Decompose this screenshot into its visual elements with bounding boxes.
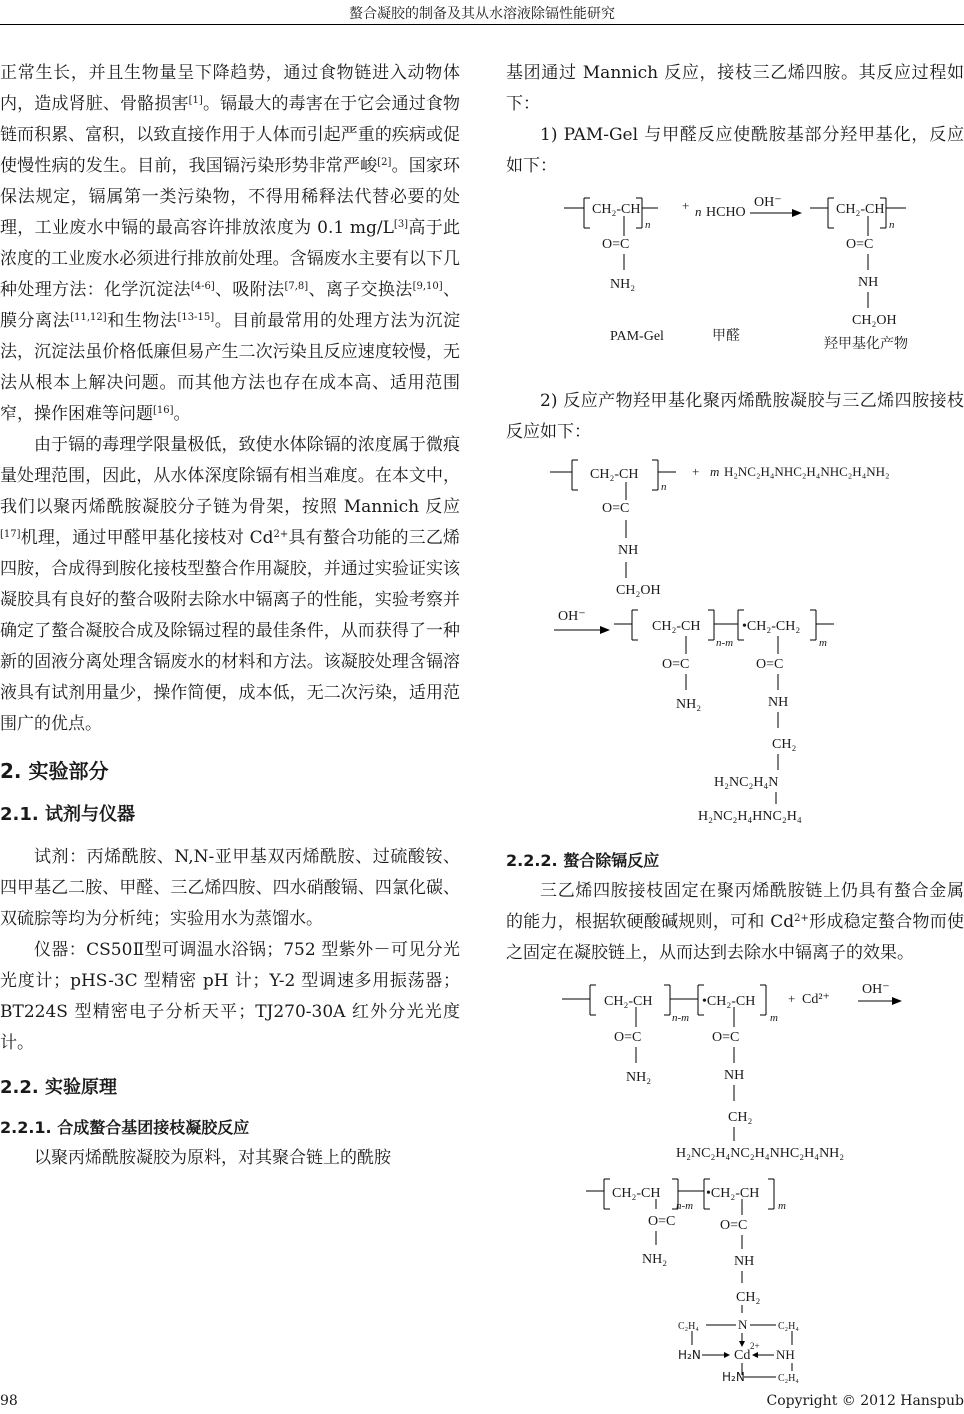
svg-text:CH₂: CH₂ [772,737,797,752]
reagents-paragraph: 试剂：丙烯酰胺、N,N-亚甲基双丙烯酰胺、过硫酸铵、四甲基乙二胺、甲醛、三乙烯四胺、四水硝酸镉、四氯化碳、双硫腙等均为分析纯；实验用水为蒸馏水。 [0,847,460,929]
svg-text:NH: NH [724,1068,745,1083]
svg-text:2+: 2+ [750,1341,760,1351]
svg-text:+: + [682,198,690,213]
right-column [506,58,964,1383]
svg-text:NH₂: NH₂ [610,277,636,292]
svg-text:H₂NC₂H₄HNC₂H₄: H₂NC₂H₄HNC₂H₄ [698,809,802,824]
svg-text:O=C: O=C [756,657,784,672]
svg-text:n: n [645,219,651,231]
svg-text:CH₂-CH: CH₂-CH [836,202,885,217]
label-formaldehyde: 甲醛 [712,328,740,344]
right-paragraph-3: 2) 反应产物羟甲基化聚丙烯酰胺凝胶与三乙烯四胺接枝反应如下： [506,391,964,442]
left-paragraph-2: 由于镉的毒理学限量极低，致使水体除镉的浓度属于微痕量处理范围，因此，从水体深度除镉有相当难度。在本文中，我们以聚丙烯酰胺凝胶分子链为骨架，按照 Mannich 反应[17]机理，通过甲醛甲基化接枝对 $Cd^{2+}$具有螯合功能的三乙烯四胺，合成得到胺化接枝型螯合作用凝胶，并通过实验证实该凝胶具有良好的螯合吸附去除水中镉离子的性能，实验考察并确定了螯合凝胶合成及除镉过程的最佳条件，从而获得了一种新的固液分离处理含镉废水的材料和方法。该凝胶处理含镉溶液具有试剂用量少，操作简便，成本低，无二次污染，适用范围广的优点。 [0,435,461,734]
left-paragraph-1: 正常生长，并且生物量呈下降趋势，通过食物链进入动物体内，造成肾脏、骨骼损害[1]。镉最大的毒害在于它会通过食物链而积累、富积，以致直接作用于人体而引起严重的疾病或促使慢性病的发生。目前，我国镉污染形势非常严峻[2]。国家环保法规定，镉属第一类污染物，不得用稀释法代替必要的处理，工业废水中镉的最高容许排放浓度为 0.1 mg/L[3]高于此浓度的工业废水必须进行排放前处理。含镉废水主要有以下几种处理方法：化学沉淀法[4-6]、吸附法[7,8]、离子交换法[9,10]、膜分离法[11,12]和生物法[13-15]。目前最常用的处理方法为沉淀法，沉淀法虽价格低廉但易产生二次污染且反应速度较慢，无法从根本上解决问题。而其他方法也存在成本高、适用范围窄，操作困难等问题[16]。 [0,63,461,424]
copyright: Copyright © 2012 Hanspub [766,1393,964,1409]
section-2-2-heading: 2.2. 实验原理 [0,1077,117,1098]
hydroxymethyl-reactant-structure [550,460,676,598]
svg-text:CH₂OH: CH₂OH [616,583,661,598]
reaction-arrow [600,626,610,634]
svg-text:C₂H₄: C₂H₄ [678,1321,699,1332]
hydroxymethyl-product-structure [810,198,906,328]
svg-text:NH₂: NH₂ [642,1252,668,1267]
right-paragraph-1: 基团通过 Mannich 反应，接枝三乙烯四胺。其反应过程如下： [506,63,964,114]
section-2-2-2-heading: 2.2.2. 螯合除镉反应 [506,851,660,870]
svg-text:+: + [692,464,700,479]
svg-text:m: m [710,464,720,479]
label-pam-gel: PAM-Gel [610,329,664,344]
svg-text:NH: NH [776,1347,795,1362]
reaction-scheme-1 [506,196,964,368]
svg-text:n-m: n-m [672,1012,690,1024]
running-header: 螯合凝胶的制备及其从水溶液除镉性能研究 [349,6,615,22]
cadmium-ion: Cd²⁺ [802,992,830,1007]
svg-text:H₂NC₂H₄NC₂H₄NHC₂H₄NH₂: H₂NC₂H₄NC₂H₄NHC₂H₄NH₂ [676,1146,845,1161]
pam-ch2ch: CH₂-CH [592,202,641,217]
right-paragraph-4: 三乙烯四胺接枝固定在聚丙烯酰胺链上仍具有螯合金属的能力，根据软硬酸碱规则，可和 $Cd^{2+}$形成稳定螯合物而使之固定在凝胶链上，从而达到去除水中镉离子的效果。 [506,881,964,963]
svg-text:•CH₂-CH: •CH₂-CH [702,994,756,1009]
triethylenetetramine-formula: H₂NC₂H₄NHC₂H₄NHC₂H₄NH₂ [724,464,890,479]
svg-text:CH₂: CH₂ [728,1110,753,1125]
svg-text:NH: NH [734,1254,755,1269]
section-2-2-1-heading: 2.2.1. 合成螯合基团接枝凝胶反应 [0,1118,250,1137]
svg-text:O=C: O=C [720,1218,748,1233]
grafted-product-structure [614,610,834,824]
svg-text:NH₂: NH₂ [676,697,702,712]
svg-text:+: + [788,991,796,1006]
svg-text:NH: NH [618,543,639,558]
pam-gel-structure [564,198,658,292]
svg-text:CH₂: CH₂ [736,1290,761,1305]
formaldehyde-formula: HCHO [706,205,746,220]
svg-text:N: N [738,1317,748,1332]
svg-text:n-m: n-m [676,1200,694,1212]
svg-text:n-m: n-m [716,637,734,649]
svg-text:O=C: O=C [712,1030,740,1045]
svg-text:m: m [778,1200,786,1212]
svg-text:H₂N: H₂N [722,1370,745,1383]
section-2-1-heading: 2.1. 试剂与仪器 [0,804,135,825]
svg-text:O=C: O=C [846,237,874,252]
catalyst-label: OH⁻ [558,609,586,624]
svg-text:C₂H₄: C₂H₄ [778,1373,799,1383]
svg-text:O=C: O=C [602,501,630,516]
svg-text:CH₂-CH: CH₂-CH [652,619,701,634]
svg-text:•CH₂-CH: •CH₂-CH [706,1186,760,1201]
svg-text:m: m [770,1012,778,1024]
grafted-gel-structure [562,985,844,1161]
svg-text:m: m [819,637,827,649]
svg-text:CH₂OH: CH₂OH [852,313,897,328]
svg-text:O=C: O=C [662,657,690,672]
svg-text:O=C: O=C [648,1214,676,1229]
catalyst-label: OH⁻ [862,983,890,997]
svg-text:CH₂-CH: CH₂-CH [612,1186,661,1201]
right-paragraph-2: 1) PAM-Gel 与甲醛反应使酰胺基部分羟甲基化，反应如下： [506,125,964,176]
section-2-heading: 2. 实验部分 [0,759,109,783]
header-rule [0,24,964,25]
svg-text:n: n [661,481,667,493]
svg-text:n: n [889,219,895,231]
svg-text:NH: NH [858,275,879,290]
svg-text:H₂N: H₂N [678,1348,701,1362]
svg-text:O=C: O=C [614,1030,642,1045]
reaction-arrow [892,997,902,1005]
reaction-scheme-3 [506,983,964,1383]
svg-text:n: n [695,204,702,219]
svg-text:•CH₂-CH₂: •CH₂-CH₂ [742,619,801,634]
left-paragraph-last: 以聚丙烯酰胺凝胶为原料，对其聚合链上的酰胺 [34,1148,391,1168]
svg-text:CH₂-CH: CH₂-CH [590,467,639,482]
left-column [0,58,460,1174]
svg-text:CH₂-CH: CH₂-CH [604,994,653,1009]
svg-text:C₂H₄: C₂H₄ [778,1321,799,1332]
instruments-paragraph: 仪器：CS50Ⅱ型可调温水浴锅；752 型紫外－可见分光光度计；pHS-3C 型精密 pH 计；Y-2 型调速多用振荡器；BT224S 型精密电子分析天平；TJ270-30A 红外分光光度计。 [0,940,460,1053]
cadmium-chelate-structure [586,1179,799,1383]
label-product: 羟甲基化产物 [824,336,908,352]
svg-text:NH₂: NH₂ [626,1070,652,1085]
svg-text:H₂NC₂H₄N: H₂NC₂H₄N [714,775,779,790]
page-number: 98 [0,1393,18,1409]
catalyst-label: OH⁻ [754,196,782,210]
svg-text:O=C: O=C [602,237,630,252]
cadmium-center: Cd [734,1348,751,1363]
reaction-scheme-2 [506,458,964,828]
svg-text:NH: NH [768,695,789,710]
reaction-arrow [792,209,802,217]
